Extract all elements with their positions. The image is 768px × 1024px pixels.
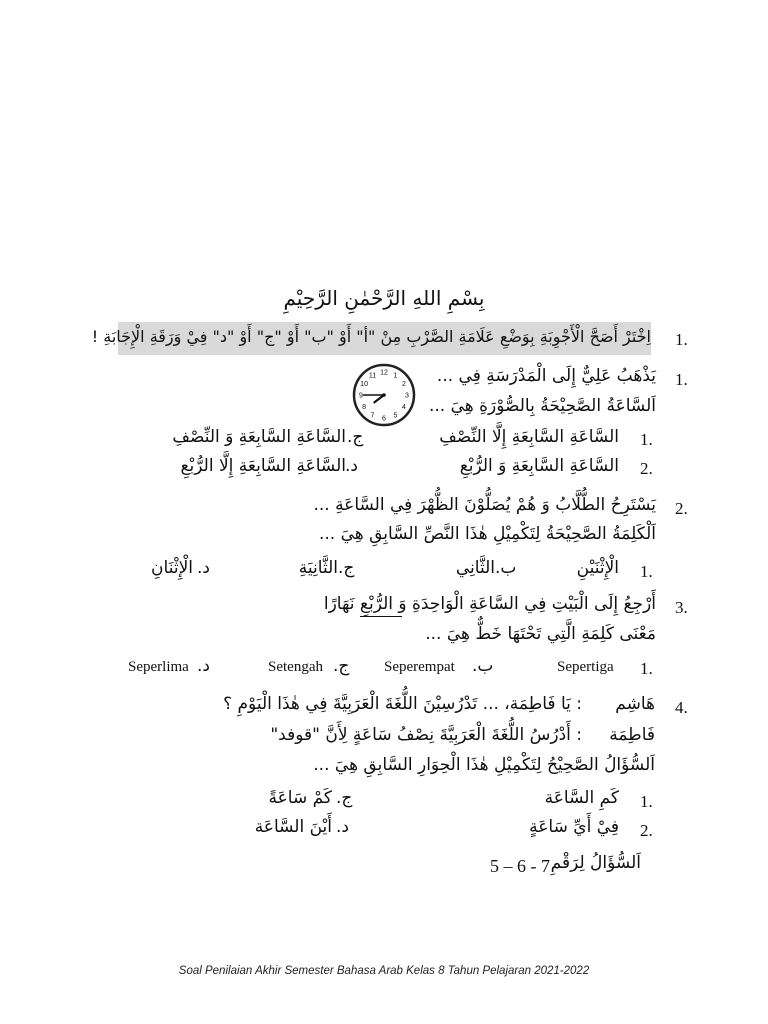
question-4-option-4: أَيْنَ السَّاعَة: [254, 817, 332, 837]
question-2-option-1-label: 1.: [640, 562, 653, 581]
question-2-option-3-label: ج.: [338, 558, 355, 578]
question-4-option-1-label: 1.: [640, 792, 653, 811]
clock-numeral: 3: [405, 392, 409, 400]
question-1-line-2: اَلسَّاعَةُ الصَّحِيْحَةُ بِالصُّوْرَةِ هِيَ ...: [428, 396, 656, 416]
clock-numeral: 4: [401, 404, 406, 411]
dialogue-2-speaker: فَاطِمَة: [609, 725, 655, 745]
question-1-option-4-label: د.: [345, 456, 358, 476]
question-1-option-2: السَّاعَةِ السَّابِعَةِ وَ الرُّبْعِ: [459, 456, 619, 476]
question-1-option-1: السَّاعَةِ السَّابِعَةِ إِلَّا النِّصْفِ: [439, 427, 619, 447]
dialogue-2-text: : أَدْرُسُ اللُّغَةَ الْعَرَبِيَّةَ نِصْفُ سَاعَةٍ لِأَنَّ "قوفد": [270, 725, 582, 745]
clock-center: [382, 393, 386, 397]
clock-numeral: 6: [382, 415, 386, 423]
clock-numeral: 12: [380, 369, 388, 377]
question-4-line-1: اَلسُّؤَالُ الصَّحِيْحُ لِتَكْمِيْلِ هٰذَا الْحِوَارِ السَّابِقِ هِيَ ...: [313, 755, 655, 775]
question-3-option-1-label: 1.: [640, 659, 653, 678]
clock-numeral: 7: [370, 412, 375, 420]
question-2-option-4-label: د.: [197, 558, 210, 578]
question-1-number: 1.: [675, 370, 688, 389]
question-2-line-2: اَلْكَلِمَةُ الصَّحِيْحَةُ لِتَكْمِيْلِ هٰذَا النَّصِّ السَّابِقِ هِيَ ...: [318, 524, 656, 544]
question-3-line-1: أَرْجِعُ إِلَى الْبَيْتِ فِي السَّاعَةِ الْوَاحِدَةِ وَ الرُّبْعِ نَهَارًا: [323, 594, 656, 614]
instruction-text: اِخْتَرْ أَصَحَّ الْأَجْوِبَةِ بِوَضْعِ عَلَامَةِ الصَّرْبِ مِنْ "أ" أَوْ "ب" أَوْ "ج" أَوْ "د" فِيْ وَرَقَةِ الْإِجَابَةِ !: [91, 327, 651, 346]
question-3-number: 3.: [675, 598, 688, 617]
question-1-line-1: يَذْهَبُ عَلِيٌّ إِلَى الْمَدْرَسَةِ فِي ...: [436, 366, 656, 386]
clock-numeral: 5: [393, 412, 398, 420]
question-4-option-1: كَمِ السَّاعَة: [544, 788, 619, 808]
question-1-option-3: السَّاعَةِ السَّابِعَةِ وَ النِّصْفِ: [172, 427, 346, 447]
question-2-number: 2.: [675, 499, 688, 518]
question-4-number: 4.: [675, 698, 688, 717]
group-note-range: 5 – 6 - 7: [490, 856, 550, 876]
question-4-option-2-label: 2.: [640, 821, 653, 840]
clock-numeral: 8: [362, 404, 367, 411]
question-2-option-2: الثَّانِي: [455, 558, 495, 578]
question-3-option-2-label: ب.: [472, 656, 494, 676]
question-4-option-2: فِيْ أَيِّ سَاعَةٍ: [529, 817, 619, 837]
question-1-option-1-label: 1.: [640, 430, 653, 449]
clock-numeral: 11: [368, 372, 377, 380]
question-2-option-2-label: ب.: [495, 558, 517, 578]
dialogue-1-text: : يَا فَاطِمَة، ... تَدْرُسِيْنَ اللُّغَةَ الْعَرَبِيَّةَ فِي هٰذَا الْيَوْمِ ؟: [223, 694, 582, 714]
footer: Soal Penilaian Akhir Semester Bahasa Arab Kelas 8 Tahun Pelajaran 2021-2022: [178, 965, 590, 977]
question-1-option-2-label: 2.: [640, 459, 653, 478]
clock-icon: [348, 362, 420, 428]
question-3-option-3: Setengah: [268, 659, 323, 675]
group-note-text: اَلسُّؤَالُ لِرَقْمِ: [550, 853, 641, 873]
question-2-line-1: يَسْتَرِحُ الطُّلَّابُ وَ هُمْ يُصَلُّوْنَ الظُّهْرَ فِي السَّاعَةِ ...: [313, 495, 656, 515]
question-2-option-1: الْإِثْنَيْنِ: [576, 558, 619, 578]
question-1-option-3-label: ج.: [347, 427, 364, 447]
question-4-option-3-label: ج.: [336, 788, 353, 808]
clock-numeral: 9: [359, 392, 363, 400]
question-1-option-4: السَّاعَةِ السَّابِعَةِ إِلَّا الرُّبْعِ: [180, 456, 346, 476]
question-3-option-3-label: ج.: [333, 656, 350, 676]
clock-numeral: 10: [360, 381, 368, 388]
clock-numeral: 1: [393, 372, 398, 380]
instruction-number: 1.: [675, 330, 688, 349]
question-4-option-3: كَمْ سَاعَةً: [268, 788, 332, 808]
question-2-option-4: الْإِثْنَانِ: [151, 558, 193, 578]
question-3-line-2: مَعْنَى كَلِمَةِ الَّتِي تَحْتَهَا خَطٌّ هِيَ ...: [425, 624, 656, 644]
underline-mark: [360, 616, 402, 617]
question-3-option-1: Sepertiga: [557, 659, 614, 675]
clock-numeral: 2: [401, 381, 406, 388]
question-3-option-4: Seperlima: [128, 659, 189, 675]
question-3-option-4-label: د.: [197, 656, 210, 676]
basmala: بِسْمِ اللهِ الرَّحْمٰنِ الرَّحِيْمِ: [283, 286, 485, 310]
question-2-option-3: الثَّانِيَةِ: [298, 558, 338, 578]
dialogue-1-speaker: هَاشِم: [615, 694, 655, 714]
question-3-option-2: Seperempat: [384, 659, 455, 675]
question-4-option-4-label: د.: [336, 817, 349, 837]
